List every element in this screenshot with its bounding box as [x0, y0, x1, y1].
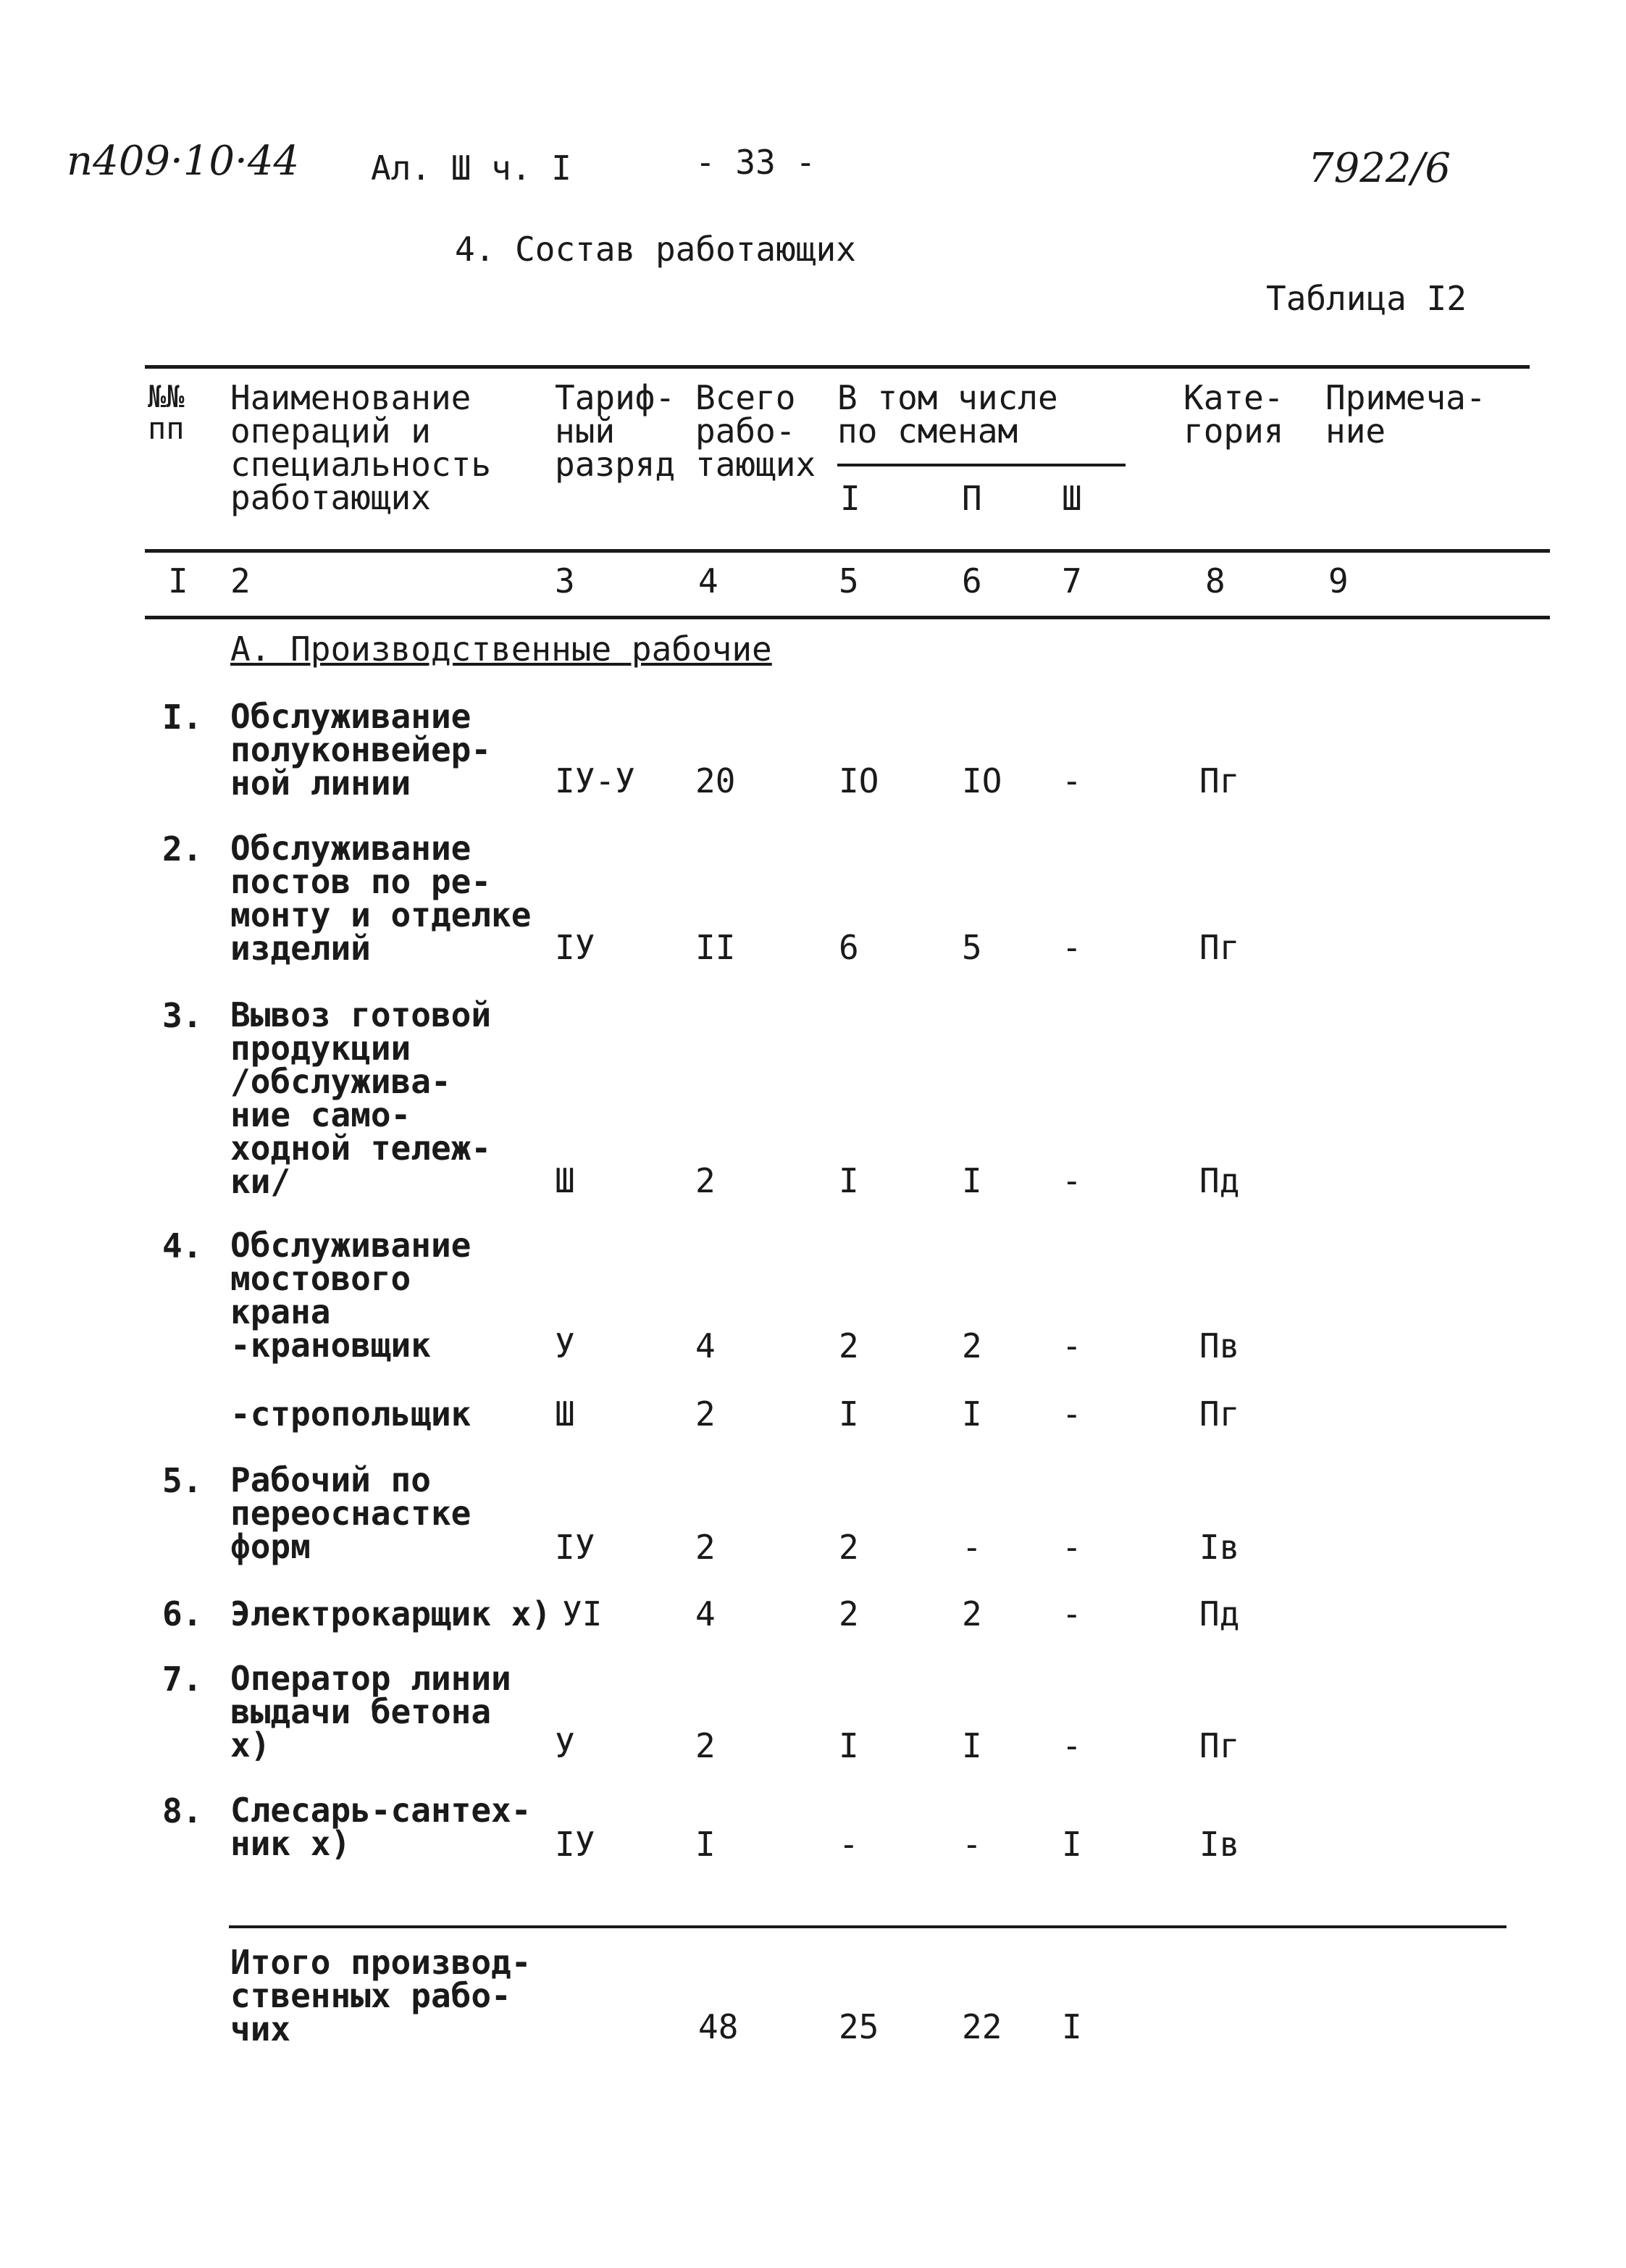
header-name: Наименование операций и специальность работающих: [230, 378, 492, 517]
row-3-shift-3: -: [1062, 1161, 1082, 1200]
row-6-shift-2: 2: [962, 1594, 982, 1633]
section-title: 4. Состав работающих: [455, 230, 856, 269]
row-7-num: 7.: [162, 1660, 203, 1699]
row-6-shift-3: -: [1062, 1594, 1082, 1633]
row-5-shift-1: 2: [839, 1528, 859, 1567]
row-8-num: 8.: [162, 1791, 203, 1830]
row-7-grade: У: [555, 1726, 575, 1765]
row-2-total: II: [695, 928, 736, 967]
row-4b-total: 2: [695, 1394, 716, 1434]
header-note: Примеча- ние: [1325, 378, 1486, 451]
row-8-total: I: [695, 1825, 716, 1864]
row-6-category: Пд: [1199, 1594, 1240, 1633]
row-2-name: Обслуживание постов по ре- монту и отделке изделий: [230, 829, 532, 968]
table-label: Таблица I2: [1266, 279, 1467, 318]
row-2-shift-2: 5: [962, 928, 982, 967]
row-6-num: 6.: [162, 1594, 203, 1633]
total-row-shift-3: I: [1062, 2007, 1082, 2046]
total-row-name: Итого производ- ственных рабо- чих: [230, 1943, 532, 2049]
row-1-shift-3: -: [1062, 761, 1082, 800]
row-1-total: 20: [695, 761, 736, 800]
row-3-name: Вывоз готовой продукции /обслужива- ние само- ходной тележ- ки/: [230, 995, 492, 1201]
row-2-shift-3: -: [1062, 928, 1082, 967]
doc-code: п409·10·44: [67, 138, 300, 185]
header-total: Всего рабо- тающих: [695, 378, 816, 484]
header-bottom-rule: [145, 549, 1550, 553]
row-6-name: Электрокарщик х): [230, 1594, 552, 1633]
row-8-name: Слесарь-сантех- ник х): [230, 1791, 532, 1863]
header-shift-1: I: [840, 479, 860, 518]
row-2-category: Пг: [1199, 928, 1240, 967]
row-3-shift-1: I: [839, 1161, 859, 1200]
colnum-1: I: [168, 561, 188, 601]
colnum-4: 4: [698, 561, 718, 601]
colnum-6: 6: [962, 561, 982, 601]
row-4-num: 4.: [162, 1226, 203, 1265]
row-4-shift-3: -: [1062, 1326, 1082, 1365]
row-5-name: Рабочий по переоснастке форм: [230, 1460, 472, 1566]
header-grade: Тариф- ный разряд: [555, 378, 676, 484]
row-8-grade: IУ: [555, 1825, 595, 1864]
header-shift-3: Ш: [1062, 479, 1082, 518]
row-2-num: 2.: [162, 829, 203, 869]
row-7-name: Оператор линии выдачи бетона х): [230, 1659, 511, 1765]
row-4b-name: -стропольщик: [230, 1394, 472, 1434]
colnum-7: 7: [1062, 561, 1082, 601]
header-category: Кате- гория: [1183, 378, 1284, 451]
page-number: - 33 -: [695, 143, 816, 182]
total-rule: [229, 1925, 1506, 1928]
row-4-category: Пв: [1199, 1326, 1240, 1365]
row-3-total: 2: [695, 1161, 716, 1200]
row-3-category: Пд: [1199, 1161, 1240, 1200]
header-shifts: В том числе по сменам: [837, 378, 1058, 451]
row-5-num: 5.: [162, 1461, 203, 1500]
row-8-shift-2: -: [962, 1825, 982, 1864]
row-4-shift-1: 2: [839, 1326, 859, 1365]
colnum-8: 8: [1205, 561, 1225, 601]
row-4-name: Обслуживание мостового крана -крановщик: [230, 1226, 472, 1365]
row-6-shift-1: 2: [839, 1594, 859, 1633]
row-5-shift-2: -: [962, 1528, 982, 1567]
album-ref: Ал. Ш ч. I: [371, 148, 571, 188]
row-3-grade: Ш: [555, 1161, 575, 1200]
row-6-total: 4: [695, 1594, 716, 1633]
row-4b-shift-2: I: [962, 1394, 982, 1434]
colnum-9: 9: [1328, 561, 1349, 601]
row-7-total: 2: [695, 1726, 716, 1765]
row-4-shift-2: 2: [962, 1326, 982, 1365]
total-row-shift-2: 22: [962, 2007, 1002, 2046]
row-6-grade: УI: [562, 1594, 603, 1633]
row-4b-category: Пг: [1199, 1394, 1240, 1434]
row-1-grade: IУ-У: [555, 761, 635, 800]
section-a-heading: А. Производственные рабочие: [230, 629, 772, 669]
row-7-category: Пг: [1199, 1726, 1240, 1765]
row-4b-grade: Ш: [555, 1394, 575, 1434]
row-4-grade: У: [555, 1326, 575, 1365]
row-1-category: Пг: [1199, 761, 1240, 800]
row-8-shift-3: I: [1062, 1825, 1082, 1864]
row-5-category: Iв: [1199, 1528, 1240, 1567]
row-1-shift-1: IO: [839, 761, 879, 800]
row-4b-shift-3: -: [1062, 1394, 1082, 1434]
row-1-num: I.: [162, 698, 203, 737]
row-3-shift-2: I: [962, 1161, 982, 1200]
colnum-bottom-rule: [145, 616, 1550, 619]
colnum-2: 2: [230, 561, 251, 601]
row-5-grade: IУ: [555, 1528, 595, 1567]
row-2-shift-1: 6: [839, 928, 859, 967]
row-1-shift-2: IO: [962, 761, 1002, 800]
table-top-rule: [145, 365, 1530, 369]
total-row-total: 48: [698, 2007, 739, 2046]
row-8-shift-1: -: [839, 1825, 859, 1864]
header-shift-2: П: [962, 479, 982, 518]
shift-group-rule: [837, 464, 1126, 466]
total-row-shift-1: 25: [839, 2007, 879, 2046]
inventory-number: 7922/6: [1308, 145, 1451, 192]
header-num: №№ пп: [148, 379, 185, 446]
row-3-num: 3.: [162, 996, 203, 1035]
row-1-name: Обслуживание полуконвейер- ной линии: [230, 697, 492, 803]
row-4b-shift-1: I: [839, 1394, 859, 1434]
row-4-total: 4: [695, 1326, 716, 1365]
row-7-shift-2: I: [962, 1726, 982, 1765]
colnum-3: 3: [555, 561, 575, 601]
row-5-shift-3: -: [1062, 1528, 1082, 1567]
row-2-grade: IУ: [555, 928, 595, 967]
colnum-5: 5: [839, 561, 859, 601]
row-7-shift-3: -: [1062, 1726, 1082, 1765]
row-5-total: 2: [695, 1528, 716, 1567]
row-7-shift-1: I: [839, 1726, 859, 1765]
row-8-category: Iв: [1199, 1825, 1240, 1864]
